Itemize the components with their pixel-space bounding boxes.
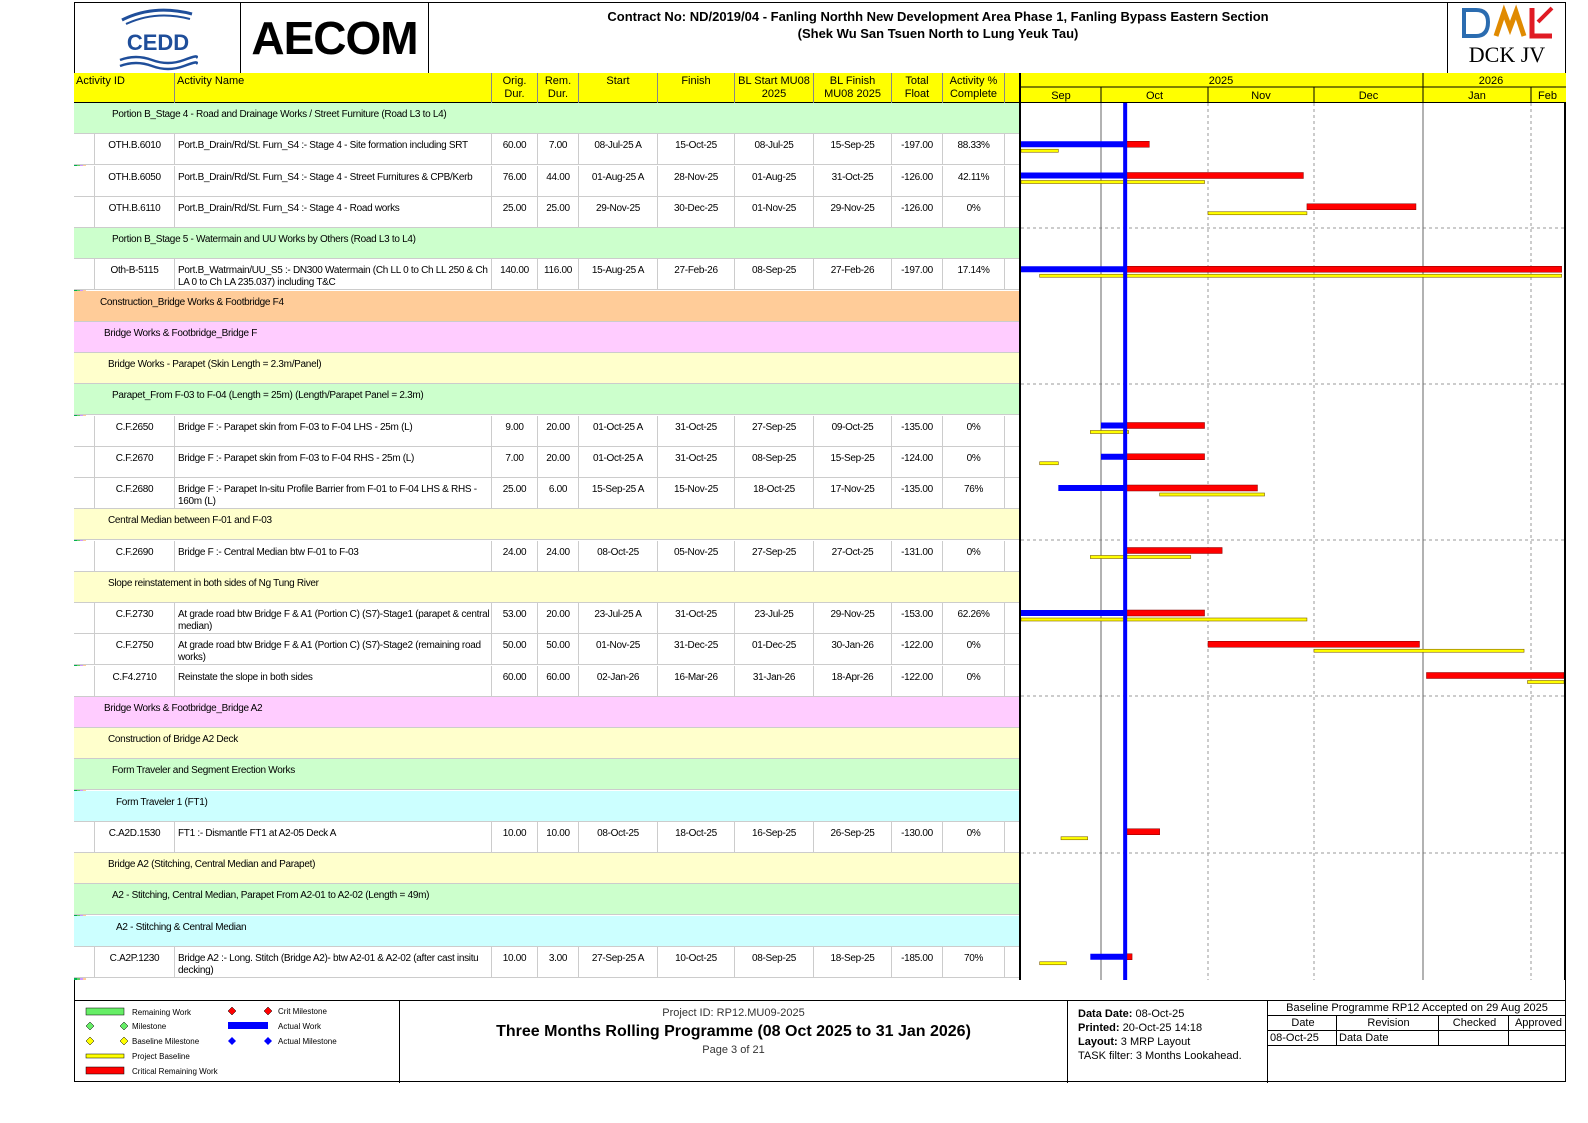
col-total-float[interactable]: Total Float — [892, 73, 943, 103]
cell-finish: 28-Nov-25 — [658, 166, 735, 197]
cell-rem: 20.00 — [538, 416, 579, 447]
actual-bar — [1021, 141, 1125, 147]
critical-bar — [1125, 485, 1257, 491]
baseline-bar — [1040, 274, 1562, 277]
cell-rem: 7.00 — [538, 134, 579, 165]
contract-line-2: (Shek Wu San Tsuen North to Lung Yeuk Tau) — [797, 26, 1079, 41]
cell-name: Bridge F :- Parapet skin from F-03 to F-04 LHS - 25m (L) — [175, 416, 492, 447]
cell-finish: 15-Oct-25 — [658, 134, 735, 165]
cell-orig: 25.00 — [492, 197, 538, 228]
cell-start: 01-Oct-25 A — [579, 447, 658, 478]
cell-bls: 08-Sep-25 — [735, 947, 814, 978]
activity-row[interactable] — [74, 416, 1019, 447]
cell-start: 23-Jul-25 A — [579, 603, 658, 634]
baseline-bar — [1040, 962, 1067, 965]
cell-name: FT1 :- Dismantle FT1 at A2-05 Deck A — [175, 822, 492, 853]
actual-bar — [1021, 266, 1125, 272]
cell-finish: 31-Dec-25 — [658, 634, 735, 665]
crit-milestone-icon — [264, 1007, 272, 1015]
col-pct-complete[interactable]: Activity % Complete — [943, 73, 1005, 103]
revision-cell — [1438, 1031, 1508, 1046]
cell-name: At grade road btw Bridge F & A1 (Portion C) (S7)-Stage2 (remaining road works) — [175, 634, 492, 665]
cell-rem: 6.00 — [538, 478, 579, 509]
cell-orig: 9.00 — [492, 416, 538, 447]
cell-id: OTH.B.6010 — [94, 134, 175, 165]
critical-bar — [1125, 423, 1204, 429]
legend-label: Milestone — [132, 1022, 167, 1031]
cedd-logo-icon — [74, 2, 241, 74]
cell-blf: 30-Jan-26 — [814, 634, 892, 665]
cell-pct: 88.33% — [943, 134, 1005, 165]
cell-blf: 17-Nov-25 — [814, 478, 892, 509]
cell-tf: -185.00 — [892, 947, 943, 978]
wbs-group-label: Portion B_Stage 5 - Watermain and UU Works by Others (Road L3 to L4) — [112, 234, 416, 245]
wbs-group-row[interactable] — [74, 728, 1019, 759]
cell-tf: -124.00 — [892, 447, 943, 478]
project-baseline-swatch — [86, 1054, 124, 1058]
footer-center — [400, 1001, 1068, 1083]
cell-id: C.F.2690 — [94, 541, 175, 572]
col-activity-name[interactable]: Activity Name — [175, 73, 492, 103]
baseline-bar — [1021, 149, 1058, 152]
cell-tf: -135.00 — [892, 478, 943, 509]
cell-finish: 27-Feb-26 — [658, 259, 735, 290]
wbs-group-row[interactable] — [74, 916, 1019, 947]
cell-start: 01-Nov-25 — [579, 634, 658, 665]
milestone-icon — [120, 1022, 128, 1030]
cell-id: C.F.2750 — [94, 634, 175, 665]
dck-logo-icon — [1448, 2, 1567, 42]
activity-row[interactable] — [74, 541, 1019, 572]
cell-tf: -122.00 — [892, 666, 943, 697]
cell-tf: -135.00 — [892, 416, 943, 447]
cell-name: Bridge F :- Parapet In-situ Profile Barrier from F-01 to F-04 LHS & RHS - 160m (L) — [175, 478, 492, 509]
actual-work-swatch — [228, 1022, 268, 1029]
month-label: Jan — [1468, 90, 1486, 102]
legend-symbols — [74, 1001, 400, 1083]
cell-start: 01-Oct-25 A — [579, 416, 658, 447]
baseline-bar — [1314, 649, 1524, 652]
legend-label: Critical Remaining Work — [132, 1067, 218, 1076]
col-finish[interactable]: Finish — [658, 73, 735, 103]
legend-label: Actual Work — [278, 1022, 321, 1031]
wbs-group-row[interactable] — [74, 103, 1019, 134]
month-label: Sep — [1051, 90, 1071, 102]
cell-start: 02-Jan-26 — [579, 666, 658, 697]
cell-pct: 0% — [943, 634, 1005, 665]
baseline-bar — [1021, 181, 1205, 184]
cell-tf: -126.00 — [892, 197, 943, 228]
page-number: Page 3 of 21 — [702, 1044, 765, 1056]
revision-cell — [1508, 1031, 1566, 1046]
cell-pct: 0% — [943, 447, 1005, 478]
footer — [74, 1000, 1566, 1082]
cell-orig: 50.00 — [492, 634, 538, 665]
month-label: Oct — [1145, 90, 1164, 102]
cell-id: C.F.2730 — [94, 603, 175, 634]
baseline-bar — [1160, 493, 1265, 496]
cell-finish: 31-Oct-25 — [658, 416, 735, 447]
cell-id: C.F4.2710 — [94, 666, 175, 697]
cell-blf: 29-Nov-25 — [814, 603, 892, 634]
activity-row[interactable] — [74, 666, 1019, 697]
cell-name: Port.B_Drain/Rd/St. Furn_S4 :- Stage 4 - Site formation including SRT — [175, 134, 492, 165]
layout-name: 3 MRP Layout — [1120, 1036, 1191, 1048]
month-label: Feb — [1538, 90, 1557, 102]
cell-bls: 27-Sep-25 — [735, 541, 814, 572]
contract-title — [429, 2, 1447, 74]
revision-header-cell: Approved — [1508, 1016, 1566, 1031]
wbs-group-label: Construction of Bridge A2 Deck — [108, 734, 238, 745]
activity-row[interactable] — [74, 478, 1019, 509]
actual-bar — [1021, 173, 1125, 179]
year-label: 2025 — [1208, 75, 1234, 87]
critical-bar — [1125, 173, 1303, 179]
cell-bls: 23-Jul-25 — [735, 603, 814, 634]
col-activity-id[interactable]: Activity ID — [74, 73, 175, 103]
critical-work-swatch — [86, 1067, 124, 1074]
legend-label: Actual Milestone — [278, 1037, 337, 1046]
cell-start: 08-Oct-25 — [579, 822, 658, 853]
cell-bls: 08-Jul-25 — [735, 134, 814, 165]
cell-pct: 0% — [943, 416, 1005, 447]
cell-rem: 44.00 — [538, 166, 579, 197]
col-bl-start[interactable]: BL Start MU08 2025 — [735, 73, 814, 103]
cell-id: C.F.2680 — [94, 478, 175, 509]
cell-orig: 7.00 — [492, 447, 538, 478]
cell-orig: 76.00 — [492, 166, 538, 197]
wbs-group-label: A2 - Stitching, Central Median, Parapet From A2-01 to A2-02 (Length = 49m) — [112, 890, 430, 902]
activity-row[interactable] — [74, 259, 1019, 290]
cell-name: Port.B_Watrmain/UU_S5 :- DN300 Watermain (Ch LL 0 to Ch LL 250 & Ch LA 0 to Ch LA 235.037) including T&C — [175, 259, 492, 290]
remaining-work-swatch — [86, 1008, 124, 1015]
wbs-group-row[interactable] — [74, 884, 1019, 915]
critical-bar — [1307, 204, 1416, 210]
cell-id: OTH.B.6050 — [94, 166, 175, 197]
month-label: Nov — [1251, 90, 1271, 102]
cell-tf: -126.00 — [892, 166, 943, 197]
wbs-group-label: Central Median between F-01 and F-03 — [108, 515, 272, 527]
cell-finish: 31-Oct-25 — [658, 603, 735, 634]
svg-text:CEDD: CEDD — [126, 30, 190, 55]
cell-start: 15-Sep-25 A — [579, 478, 658, 509]
cell-blf: 27-Oct-25 — [814, 541, 892, 572]
cell-bls: 08-Sep-25 — [735, 259, 814, 290]
baseline-bar — [1021, 618, 1307, 621]
timeline-header — [1019, 73, 1566, 103]
cell-name: Bridge A2 :- Long. Stitch (Bridge A2)- btw A2-01 & A2-02 (after cast insitu decking) — [175, 947, 492, 978]
cell-bls: 18-Oct-25 — [735, 478, 814, 509]
cell-tf: -122.00 — [892, 634, 943, 665]
wbs-group-row[interactable] — [74, 791, 1019, 822]
critical-bar — [1125, 266, 1561, 272]
legend — [74, 1001, 400, 1083]
actual-milestone-icon — [264, 1037, 272, 1045]
cell-rem: 116.00 — [538, 259, 579, 290]
wbs-group-row[interactable] — [74, 572, 1019, 603]
cell-id: Oth-B-5115 — [94, 259, 175, 290]
cell-orig: 60.00 — [492, 666, 538, 697]
cell-pct: 62.26% — [943, 603, 1005, 634]
cell-id: C.A2D.1530 — [94, 822, 175, 853]
crit-milestone-icon — [228, 1007, 236, 1015]
year-label: 2026 — [1478, 75, 1504, 87]
task-filter: TASK filter: 3 Months Lookahead. — [1078, 1050, 1242, 1062]
aecom-logo: AECOM — [241, 2, 429, 74]
wbs-group-row[interactable] — [74, 697, 1019, 728]
cell-name: Bridge F :- Central Median btw F-01 to F-03 — [175, 541, 492, 572]
baseline-bar — [1208, 212, 1307, 215]
activity-row[interactable] — [74, 603, 1019, 634]
critical-bar — [1125, 454, 1204, 460]
cell-blf: 29-Nov-25 — [814, 197, 892, 228]
wbs-group-row[interactable] — [74, 759, 1019, 790]
wbs-group-label: Bridge Works - Parapet (Skin Length = 2.3m/Panel) — [108, 359, 322, 370]
baseline-bar — [1528, 681, 1564, 684]
cell-finish: 10-Oct-25 — [658, 947, 735, 978]
activity-row[interactable] — [74, 197, 1019, 228]
cell-blf: 15-Sep-25 — [814, 447, 892, 478]
cell-orig: 60.00 — [492, 134, 538, 165]
column-header — [74, 73, 1019, 103]
wbs-group-row[interactable] — [74, 384, 1019, 415]
critical-bar — [1125, 548, 1222, 554]
wbs-group-row[interactable] — [74, 322, 1019, 353]
revision-table — [1268, 1001, 1566, 1083]
cell-id: C.F.2670 — [94, 447, 175, 478]
wbs-group-label: Bridge A2 (Stitching, Central Median and Parapet) — [108, 859, 316, 870]
dck-logo — [1447, 2, 1566, 74]
wbs-group-label: Bridge Works & Footbridge_Bridge A2 — [104, 702, 263, 714]
legend-label: Crit Milestone — [278, 1007, 327, 1016]
cell-rem: 20.00 — [538, 447, 579, 478]
revision-header-cell: Checked — [1438, 1016, 1508, 1031]
cell-finish: 15-Nov-25 — [658, 478, 735, 509]
cell-orig: 25.00 — [492, 478, 538, 509]
activity-row[interactable] — [74, 166, 1019, 197]
baseline-milestone-icon — [86, 1037, 94, 1045]
gantt-bars — [1021, 103, 1564, 980]
cell-id: C.F.2650 — [94, 416, 175, 447]
cell-blf: 15-Sep-25 — [814, 134, 892, 165]
revision-header-cell: Revision — [1336, 1016, 1438, 1031]
cell-blf: 09-Oct-25 — [814, 416, 892, 447]
actual-bar — [1021, 610, 1125, 616]
cell-start: 29-Nov-25 — [579, 197, 658, 228]
wbs-group-row[interactable] — [74, 509, 1019, 540]
wbs-group-label: Bridge Works & Footbridge_Bridge F — [104, 327, 258, 339]
wbs-group-label: Form Traveler 1 (FT1) — [116, 796, 208, 808]
critical-bar — [1125, 829, 1160, 835]
cell-blf: 18-Sep-25 — [814, 947, 892, 978]
dck-jv-text: DCK JV — [1468, 42, 1546, 67]
cell-orig: 140.00 — [492, 259, 538, 290]
cell-tf: -197.00 — [892, 259, 943, 290]
cell-orig: 10.00 — [492, 822, 538, 853]
cell-bls: 16-Sep-25 — [735, 822, 814, 853]
wbs-group-label: A2 - Stitching & Central Median — [116, 921, 247, 933]
project-id: Project ID: RP12.MU09-2025 — [662, 1007, 805, 1019]
actual-milestone-icon — [228, 1037, 236, 1045]
cell-rem: 25.00 — [538, 197, 579, 228]
cell-pct: 70% — [943, 947, 1005, 978]
critical-bar — [1426, 673, 1564, 679]
cell-rem: 10.00 — [538, 822, 579, 853]
activity-row[interactable] — [74, 447, 1019, 478]
wbs-group-label: Slope reinstatement in both sides of Ng Tung River — [108, 577, 319, 589]
cell-bls: 01-Aug-25 — [735, 166, 814, 197]
revision-cell: 08-Oct-25 — [1270, 1032, 1319, 1044]
baseline-bar — [1090, 556, 1190, 559]
baseline-bar — [1061, 837, 1088, 840]
cell-tf: -131.00 — [892, 541, 943, 572]
activity-row[interactable] — [74, 947, 1019, 978]
cell-name: Reinstate the slope in both sides — [175, 666, 492, 697]
cell-pct: 42.11% — [943, 166, 1005, 197]
cell-orig: 53.00 — [492, 603, 538, 634]
legend-label: Baseline Milestone — [132, 1037, 200, 1046]
wbs-group-row[interactable] — [74, 353, 1019, 384]
critical-bar — [1208, 641, 1419, 647]
title-block — [74, 2, 1566, 74]
cell-id: C.A2P.1230 — [94, 947, 175, 978]
cell-name: Port.B_Drain/Rd/St. Furn_S4 :- Stage 4 - Street Furnitures & CPB/Kerb — [175, 166, 492, 197]
cell-start: 01-Aug-25 A — [579, 166, 658, 197]
cedd-logo — [74, 2, 241, 74]
cell-tf: -153.00 — [892, 603, 943, 634]
actual-bar — [1101, 454, 1125, 460]
cell-orig: 10.00 — [492, 947, 538, 978]
cell-blf: 31-Oct-25 — [814, 166, 892, 197]
cell-pct: 0% — [943, 541, 1005, 572]
col-bl-finish[interactable]: BL Finish MU08 2025 — [814, 73, 892, 103]
cell-bls: 31-Jan-26 — [735, 666, 814, 697]
cell-pct: 76% — [943, 478, 1005, 509]
activity-row[interactable] — [74, 822, 1019, 853]
cell-bls: 08-Sep-25 — [735, 447, 814, 478]
wbs-group-label: Form Traveler and Segment Erection Works — [112, 765, 295, 777]
critical-bar — [1125, 610, 1204, 616]
cell-blf: 27-Feb-26 — [814, 259, 892, 290]
cell-bls: 27-Sep-25 — [735, 416, 814, 447]
revision-cell: Data Date — [1336, 1031, 1438, 1046]
cell-rem: 24.00 — [538, 541, 579, 572]
cell-start: 08-Jul-25 A — [579, 134, 658, 165]
cell-id: OTH.B.6110 — [94, 197, 175, 228]
baseline-bar — [1090, 431, 1128, 434]
cell-bls: 01-Nov-25 — [735, 197, 814, 228]
baseline-note: Baseline Programme RP12 Accepted on 29 Aug 2025 — [1268, 1001, 1566, 1016]
col-rem-dur[interactable]: Rem. Dur. — [538, 73, 579, 103]
programme-title: Three Months Rolling Programme (08 Oct 2025 to 31 Jan 2026) — [496, 1023, 971, 1040]
cell-pct: 0% — [943, 197, 1005, 228]
wbs-group-row[interactable] — [74, 853, 1019, 884]
actual-bar — [1090, 954, 1125, 960]
cell-bls: 01-Dec-25 — [735, 634, 814, 665]
cell-finish: 16-Mar-26 — [658, 666, 735, 697]
cell-rem: 20.00 — [538, 603, 579, 634]
cell-rem: 60.00 — [538, 666, 579, 697]
cell-pct: 17.14% — [943, 259, 1005, 290]
baseline-bar — [1040, 462, 1059, 465]
cell-rem: 3.00 — [538, 947, 579, 978]
cell-pct: 0% — [943, 822, 1005, 853]
critical-bar — [1125, 141, 1149, 147]
cell-rem: 50.00 — [538, 634, 579, 665]
cell-blf: 18-Apr-26 — [814, 666, 892, 697]
contract-line-1: Contract No: ND/2019/04 - Fanling Northh New Development Area Phase 1, Fanling Bypass Eastern Section — [607, 9, 1269, 24]
wbs-group-row[interactable] — [74, 291, 1019, 322]
gantt-chart — [1019, 103, 1566, 980]
milestone-icon — [86, 1022, 94, 1030]
cell-tf: -197.00 — [892, 134, 943, 165]
baseline-milestone-icon — [120, 1037, 128, 1045]
actual-bar — [1058, 485, 1125, 491]
cell-orig: 24.00 — [492, 541, 538, 572]
data-date: 08-Oct-25 — [1135, 1008, 1185, 1020]
printed-date: 20-Oct-25 14:18 — [1122, 1022, 1203, 1034]
cell-start: 27-Sep-25 A — [579, 947, 658, 978]
cell-name: Port.B_Drain/Rd/St. Furn_S4 :- Stage 4 - Road works — [175, 197, 492, 228]
activity-row[interactable] — [74, 634, 1019, 665]
cell-name: At grade road btw Bridge F & A1 (Portion C) (S7)-Stage1 (parapet & central median) — [175, 603, 492, 634]
cell-tf: -130.00 — [892, 822, 943, 853]
wbs-group-row[interactable] — [74, 228, 1019, 259]
wbs-group-label: Portion B_Stage 4 - Road and Drainage Works / Street Furniture (Road L3 to L4) — [112, 109, 447, 120]
cell-finish: 30-Dec-25 — [658, 197, 735, 228]
timeline-scale — [1021, 73, 1566, 103]
cell-finish: 31-Oct-25 — [658, 447, 735, 478]
activity-row[interactable] — [74, 134, 1019, 165]
cell-finish: 05-Nov-25 — [658, 541, 735, 572]
cell-finish: 18-Oct-25 — [658, 822, 735, 853]
wbs-group-label: Parapet_From F-03 to F-04 (Length = 25m) (Length/Parapet Panel = 2.3m) — [112, 390, 424, 402]
cell-start: 08-Oct-25 — [579, 541, 658, 572]
legend-label: Remaining Work — [132, 1008, 191, 1017]
month-label: Dec — [1358, 90, 1379, 102]
col-orig-dur[interactable]: Orig. Dur. — [492, 73, 538, 103]
cell-name: Bridge F :- Parapet skin from F-03 to F-04 RHS - 25m (L) — [175, 447, 492, 478]
revision-header-cell: Date — [1291, 1017, 1315, 1029]
actual-bar — [1101, 423, 1125, 429]
cell-pct: 0% — [943, 666, 1005, 697]
legend-label: Project Baseline — [132, 1052, 190, 1061]
cell-blf: 26-Sep-25 — [814, 822, 892, 853]
col-start[interactable]: Start — [579, 73, 658, 103]
data-date-box: Data Date: 08-Oct-25 Printed: 20-Oct-25 14:18 Layout: 3 MRP Layout TASK filter: 3 Months Lookahead. — [1068, 1001, 1268, 1083]
wbs-group-label: Construction_Bridge Works & Footbridge F4 — [100, 296, 284, 308]
cell-start: 15-Aug-25 A — [579, 259, 658, 290]
